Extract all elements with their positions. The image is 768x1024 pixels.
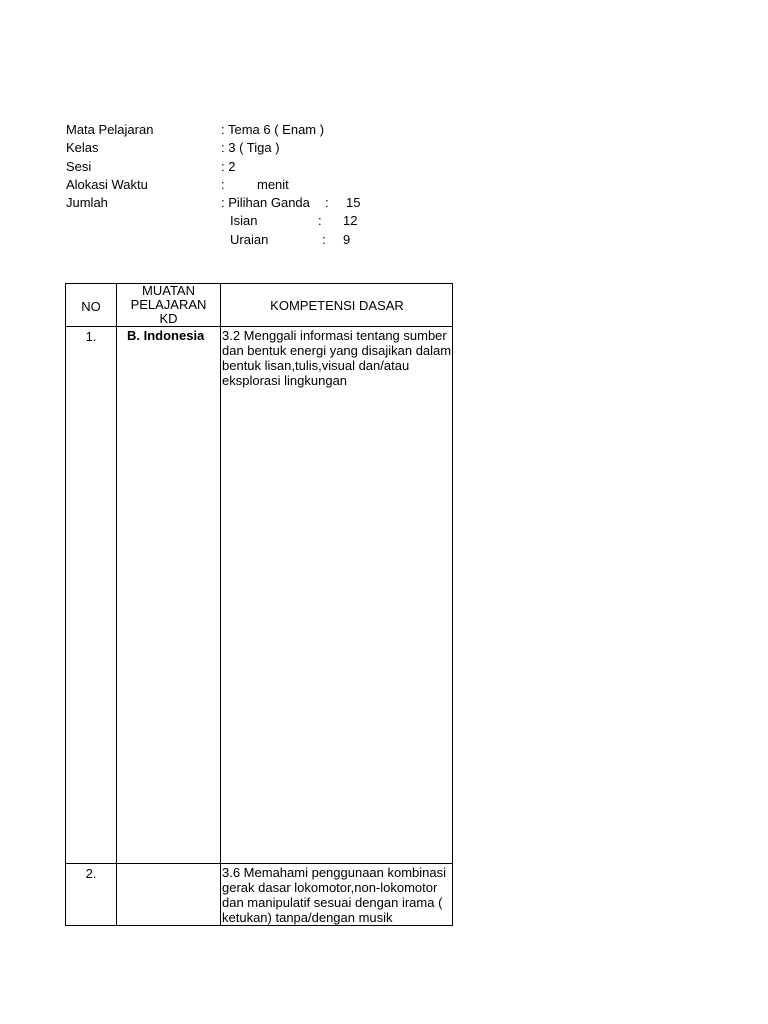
row-muatan [117, 864, 221, 926]
header-kompetensi-dasar: KOMPETENSI DASAR [221, 284, 453, 327]
table-row [66, 864, 453, 926]
kompetensi-table [65, 283, 453, 926]
pilihan-ganda-colon: : [325, 195, 329, 211]
kelas-label: Kelas [66, 140, 99, 156]
mata-pelajaran-label: Mata Pelajaran [66, 122, 154, 137]
pilihan-ganda-value: 15 [346, 195, 361, 211]
pilihan-ganda-label: : Pilihan Ganda [221, 195, 310, 211]
uraian-value: 9 [343, 231, 351, 247]
row-no: 2. [66, 864, 117, 926]
isian-label: Isian [230, 213, 258, 229]
alokasi-waktu-colon: : [221, 176, 225, 192]
header-muatan-line2: PELAJARAN [130, 297, 207, 312]
page-bottom-margin [0, 930, 768, 1024]
header-no: NO [66, 284, 117, 327]
jumlah-label: Jumlah [66, 195, 108, 211]
header-muatan-pelajaran [117, 284, 221, 327]
sesi-label: Sesi [66, 158, 92, 174]
isian-colon: : [318, 213, 322, 229]
header-muatan-line3: KD [159, 311, 178, 326]
row-no: 1. [66, 327, 117, 864]
alokasi-waktu-unit: menit [257, 176, 289, 192]
alokasi-waktu-label: Alokasi Waktu [66, 176, 148, 192]
isian-value: 12 [343, 213, 358, 229]
table-row [66, 327, 453, 864]
row-kompetensi: 3.2 Menggali informasi tentang sumber dan bentuk energi yang disajikan dalam bentuk lisan,tulis,visual dan/atau eksplorasi lingkungan [221, 327, 453, 864]
uraian-colon: : [322, 231, 326, 247]
header-muatan-line1: MUATAN [142, 283, 195, 298]
row-kompetensi: 3.6 Memahami penggunaan kombinasi gerak dasar lokomotor,non-lokomotor dan manipulatif sesuai dengan irama ( ketukan) tanpa/dengan musik [221, 864, 453, 926]
row-muatan: B. Indonesia [117, 327, 221, 864]
sesi-value: : 2 [221, 158, 236, 174]
kelas-value: : 3 ( Tiga ) [221, 140, 280, 156]
table-header-row [66, 284, 453, 327]
uraian-label: Uraian [230, 231, 269, 247]
mata-pelajaran-value: : Tema 6 ( Enam ) [221, 122, 325, 137]
